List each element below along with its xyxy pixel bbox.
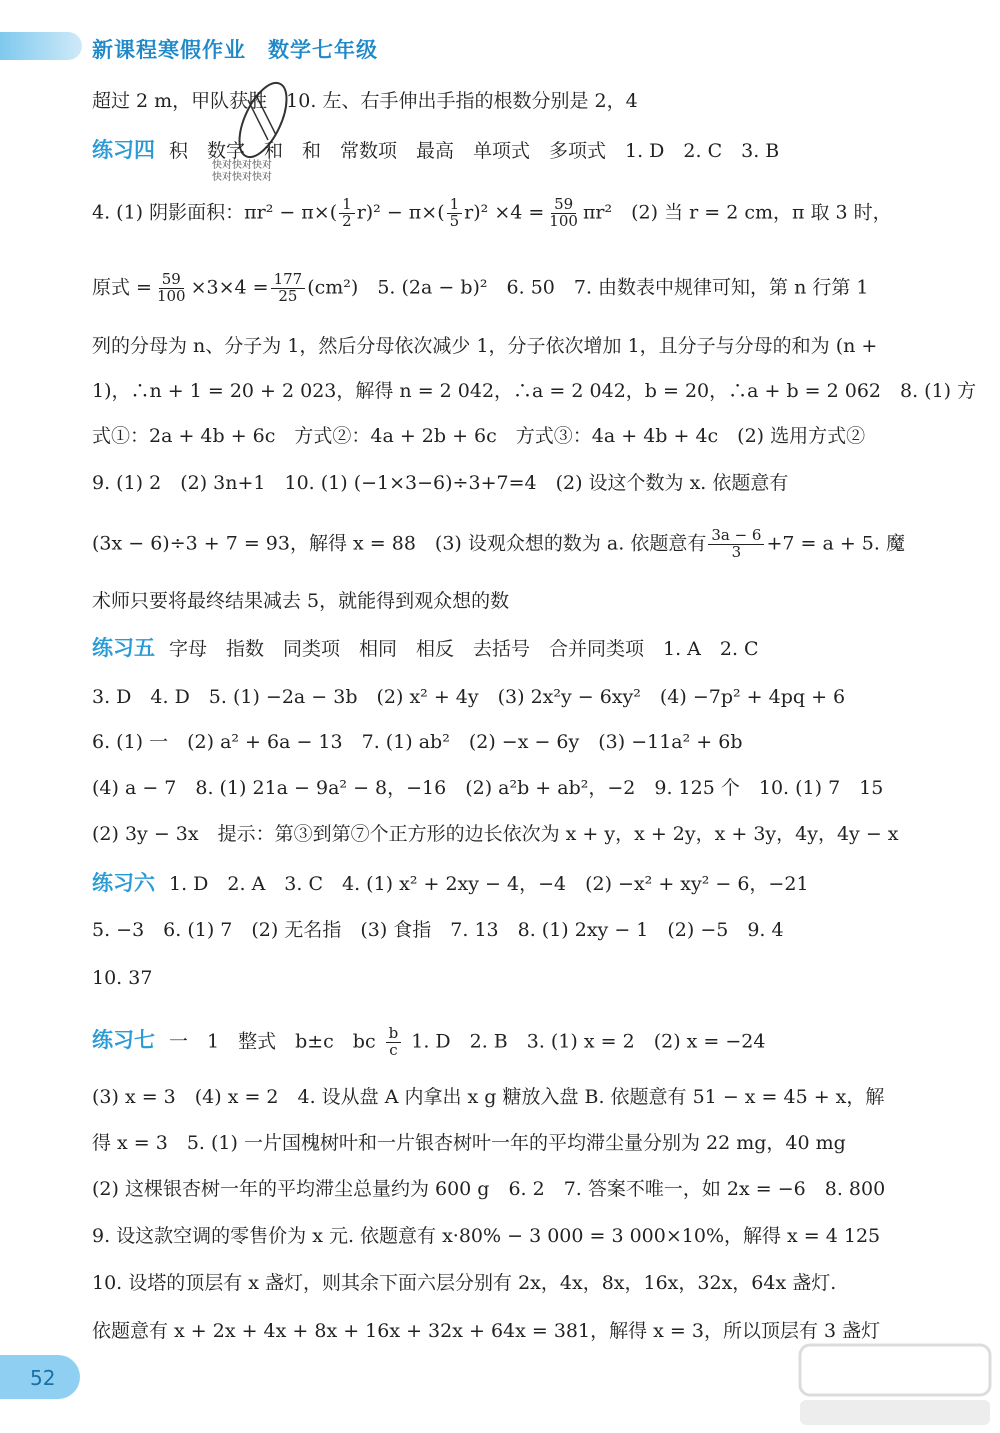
fraction-den: 25 <box>278 286 298 305</box>
answer-text: 原式 = <box>92 276 152 299</box>
exercise-7-heading: 练习七 <box>92 1028 155 1053</box>
fraction <box>447 197 463 230</box>
fraction-num: 177 <box>271 272 306 289</box>
answer-line-4 <box>92 272 868 305</box>
answer-line-2 <box>92 140 779 161</box>
answer-text: (3x − 6)÷3 + 7 = 93，解得 x = 88 (3) 设观众想的数为 a. 依题意有 <box>92 532 707 555</box>
fraction-num: 3a − 6 <box>708 528 764 545</box>
fraction-num: 59 <box>159 272 184 289</box>
fraction-num: 59 <box>551 197 576 214</box>
stamp-text <box>212 160 272 184</box>
answer-text: 积 数字 和 和 常数项 最高 单项式 多项式 1. D 2. C 3. B <box>169 140 780 162</box>
answer-line-22: (2) 这棵银杏树一年的平均滞尘总量约为 600 g 6. 2 7. 答案不唯一，如 2x = −6 8. 800 <box>92 1178 886 1200</box>
answer-text: 一 1 整式 b±c bc <box>169 1030 376 1053</box>
answer-line-15: (2) 3y − 3x 提示：第③到第⑦个正方形的边长依次为 x + y，x + 2y，x + 3y，4y，4y − x <box>92 823 899 845</box>
fraction-num: b <box>386 1026 402 1043</box>
fraction-den: 100 <box>549 211 578 230</box>
stamp-text-line-1: 快对快对快对 <box>212 160 272 171</box>
answer-line-21: 得 x = 3 5. (1) 一片国槐树叶和一片银杏树叶一年的平均滞尘量分别为 22 mg，40 mg <box>92 1132 846 1154</box>
fraction-den: 5 <box>449 211 460 230</box>
answer-text: 1. D 2. B 3. (1) x = 2 (2) x = −24 <box>411 1030 766 1053</box>
answer-text: 4. (1) 阴影面积：πr² − π×( <box>92 201 338 224</box>
answer-text: ×3×4 = <box>190 276 269 299</box>
fraction-den: c <box>389 1040 398 1059</box>
fraction <box>339 197 355 230</box>
fraction-den: 2 <box>342 211 352 230</box>
fraction <box>386 1026 402 1059</box>
answer-line-11 <box>92 638 759 659</box>
watermark-logo-icon <box>795 1340 995 1430</box>
answer-line-17: 5. −3 6. (1) 7 (2) 无名指 (3) 食指 7. 13 8. (1) 2xy − 1 (2) −5 9. 4 <box>92 919 784 941</box>
answer-line-5: 列的分母为 n、分子为 1，然后分母依次减少 1，分子依次增加 1，且分子与分母的和为 (n + <box>92 335 878 357</box>
fraction <box>154 272 189 305</box>
answer-line-14: (4) a − 7 8. (1) 21a − 9a² − 8，−16 (2) a²b + ab²，−2 9. 125 个 10. (1) 7 15 <box>92 777 884 799</box>
exercise-5-heading: 练习五 <box>92 636 155 660</box>
answer-line-3 <box>92 197 892 230</box>
answer-line-25: 依题意有 x + 2x + 4x + 8x + 16x + 32x + 64x = 381，解得 x = 3，所以顶层有 3 盏灯 <box>92 1320 881 1342</box>
answer-text: 字母 指数 同类项 相同 相反 去括号 合并同类项 1. A 2. C <box>169 638 759 660</box>
answer-line-24: 10. 设塔的顶层有 x 盏灯，则其余下面六层分别有 2x，4x，8x，16x，32x，64x 盏灯. <box>92 1272 837 1294</box>
answer-line-7: 式①：2a + 4b + 6c 方式②：4a + 2b + 6c 方式③：4a + 4b + 4c (2) 选用方式② <box>92 425 866 447</box>
answer-text: r)² ×4 = <box>464 201 545 224</box>
answer-line-19 <box>92 1026 765 1059</box>
answer-line-23: 9. 设这款空调的零售价为 x 元. 依题意有 x·80% − 3 000 = 3 000×10%，解得 x = 4 125 <box>92 1225 881 1247</box>
answer-line-16 <box>92 873 809 894</box>
fraction <box>271 272 306 305</box>
fraction <box>546 197 581 230</box>
answer-line-9 <box>92 528 905 561</box>
page-number: 52 <box>30 1366 56 1390</box>
answer-text: +7 = a + 5. 魔 <box>766 532 905 555</box>
fraction <box>708 528 764 561</box>
header-bar <box>0 32 82 60</box>
fraction-num: 1 <box>339 197 355 214</box>
answer-line-1: 超过 2 m，甲队获胜 10. 左、右手伸出手指的根数分别是 2，4 <box>92 90 638 112</box>
answer-line-13: 6. (1) 一 (2) a² + 6a − 13 7. (1) ab² (2) −x − 6y (3) −11a² + 6b <box>92 731 743 753</box>
stamp-text-line-2: 快对快对快对 <box>212 172 272 183</box>
answer-line-10: 术师只要将最终结果减去 5，就能得到观众想的数 <box>92 590 510 612</box>
fraction-den: 3 <box>731 542 742 561</box>
answer-line-20: (3) x = 3 (4) x = 2 4. 设从盘 A 内拿出 x g 糖放入盘 B. 依题意有 51 − x = 45 + x，解 <box>92 1086 885 1108</box>
answer-line-18: 10. 37 <box>92 967 153 989</box>
fraction-num: 1 <box>447 197 463 214</box>
answer-text: πr² (2) 当 r = 2 cm，π 取 3 时， <box>582 201 892 224</box>
exercise-4-heading: 练习四 <box>92 138 155 162</box>
answer-line-8: 9. (1) 2 (2) 3n+1 10. (1) (−1×3−6)÷3+7=4 (2) 设这个数为 x. 依题意有 <box>92 472 789 494</box>
answer-text: 1. D 2. A 3. C 4. (1) x² + 2xy − 4，−4 (2) −x² + xy² − 6，−21 <box>169 873 809 895</box>
header-title: 新课程寒假作业 数学七年级 <box>92 38 378 62</box>
exercise-6-heading: 练习六 <box>92 871 155 895</box>
answer-line-12: 3. D 4. D 5. (1) −2a − 3b (2) x² + 4y (3) 2x²y − 6xy² (4) −7p² + 4pq + 6 <box>92 686 846 708</box>
fraction-den: 100 <box>156 286 186 305</box>
answer-line-6: 1)，∴n + 1 = 20 + 2 023，解得 n = 2 042，∴a = 2 042，b = 20，∴a + b = 2 062 8. (1) 方 <box>92 380 977 402</box>
answer-text: (cm²) 5. (2a − b)² 6. 50 7. 由数表中规律可知，第 n 行第 1 <box>307 276 869 299</box>
answer-text: r)² − π×( <box>356 201 445 224</box>
